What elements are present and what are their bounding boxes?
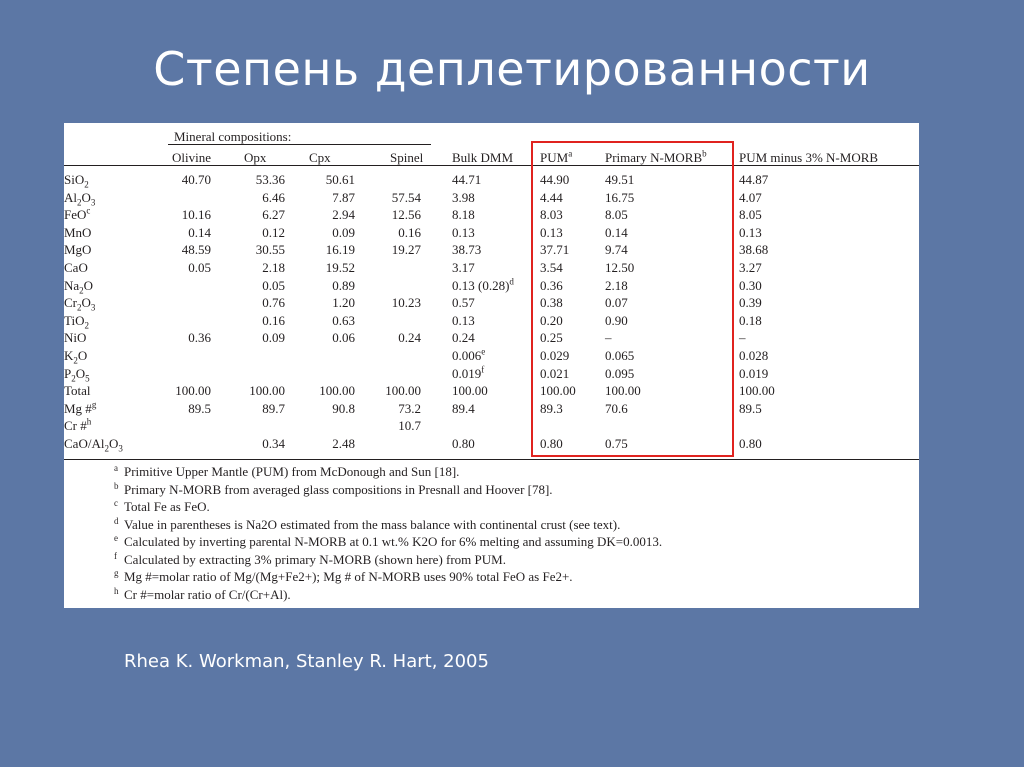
table-cell: 89.7 xyxy=(262,401,285,416)
row-label: $Na_2O$ xyxy=(64,278,94,296)
pum-nmorb-highlight-box xyxy=(531,141,734,457)
column-header: Spinel xyxy=(390,150,424,165)
table-cell: 4.07 xyxy=(739,190,762,205)
table-cell: 9.74 xyxy=(605,242,628,257)
table-cell: 37.71 xyxy=(540,242,570,257)
footnote-mark: c xyxy=(114,498,118,508)
row-label: $K_2O$ xyxy=(64,348,88,366)
row-label: CaO xyxy=(64,260,88,275)
table-cell: 2.94 xyxy=(332,207,355,222)
table-cell: 0.76 xyxy=(262,295,285,310)
row-label: TiO$_2$ xyxy=(64,313,89,331)
table-cell: 0.006e xyxy=(452,346,486,363)
composition-table xyxy=(64,123,919,608)
table-cell: 0.80 xyxy=(452,436,475,451)
table-cell: 3.27 xyxy=(739,260,762,275)
table-cell: 53.36 xyxy=(255,172,285,187)
footnote-mark: f xyxy=(114,551,117,561)
table-cell: 73.2 xyxy=(398,401,421,416)
table-cell: 0.13 xyxy=(452,225,475,240)
table-cell: 8.18 xyxy=(452,207,475,222)
table-cell: 0.05 xyxy=(188,260,211,275)
table-cell: 0.89 xyxy=(332,278,355,293)
column-header: Bulk DMM xyxy=(452,150,514,165)
table-cell: 50.61 xyxy=(325,172,355,187)
table-cell: 0.095 xyxy=(605,366,635,381)
table-cell: 44.71 xyxy=(452,172,482,187)
table-cell: 0.07 xyxy=(605,295,628,310)
header-bottom-rule xyxy=(64,165,919,166)
row-label: MgO xyxy=(64,242,92,257)
footnote-text: Mg #=molar ratio of Mg/(Mg+Fe2+); Mg # of N-MORB uses 90% total FeO as Fe2+. xyxy=(124,569,573,584)
table-cell: 4.44 xyxy=(540,190,563,205)
table-cell: 0.13 xyxy=(739,225,762,240)
row-label: MnO xyxy=(64,225,92,240)
footnote xyxy=(114,568,573,584)
table-cell: 0.20 xyxy=(540,313,563,328)
footnote-mark: d xyxy=(114,516,119,526)
table-cell: 3.54 xyxy=(540,260,563,275)
column-header: PUM minus 3% N-MORB xyxy=(739,150,879,165)
table-cell: 89.4 xyxy=(452,401,475,416)
table-cell: 38.68 xyxy=(739,242,769,257)
row-label: CaO/$Al_2O_3$ xyxy=(64,436,123,454)
table-cell: 2.18 xyxy=(262,260,285,275)
table-cell: 89.3 xyxy=(540,401,563,416)
footnote xyxy=(114,463,460,479)
footnote xyxy=(114,498,210,514)
footnote-text: Calculated by extracting 3% primary N-MORB (shown here) from PUM. xyxy=(124,552,506,567)
table-cell: – xyxy=(605,330,612,345)
table-cell: 0.75 xyxy=(605,436,628,451)
row-label: $Cr_2O_3$ xyxy=(64,295,96,313)
table-cell: 100.00 xyxy=(452,383,488,398)
table-cell: 100.00 xyxy=(605,383,641,398)
table-cell: 2.18 xyxy=(605,278,628,293)
table-cell: 0.36 xyxy=(540,278,563,293)
table-cell: 0.18 xyxy=(739,313,762,328)
table-cell: 0.24 xyxy=(398,330,421,345)
table-cell: 0.065 xyxy=(605,348,635,363)
table-cell: 7.87 xyxy=(332,190,355,205)
table-cell: 57.54 xyxy=(391,190,421,205)
footnote-text: Primitive Upper Mantle (PUM) from McDonough and Sun [18]. xyxy=(124,464,460,479)
table-cell: 10.7 xyxy=(398,418,421,433)
row-label: SiO$_2$ xyxy=(64,172,89,190)
mineral-compositions-header: Mineral compositions: xyxy=(174,129,292,144)
table-cell: 10.16 xyxy=(181,207,211,222)
table-cell: – xyxy=(739,330,746,345)
row-label: Mg #$^g$ xyxy=(64,399,97,416)
mineral-header-rule xyxy=(168,144,431,145)
table-cell: 1.20 xyxy=(332,295,355,310)
table-cell: 100.00 xyxy=(540,383,576,398)
column-header: PUM$^a$ xyxy=(540,148,573,165)
table-cell: 0.14 xyxy=(605,225,628,240)
row-label: $P_2O_5$ xyxy=(64,366,90,384)
table-cell: 0.028 xyxy=(739,348,769,363)
footnote-mark: h xyxy=(114,586,119,596)
table-cell: 0.38 xyxy=(540,295,563,310)
table-cell: 0.13 xyxy=(452,313,475,328)
table-cell: 16.19 xyxy=(325,242,355,257)
table-bottom-rule xyxy=(64,459,919,460)
table-panel xyxy=(64,123,919,608)
footnote xyxy=(114,586,291,602)
slide-title: Степень деплетированности xyxy=(153,42,871,96)
table-cell: 0.36 xyxy=(188,330,211,345)
table-cell: 0.09 xyxy=(262,330,285,345)
table-cell: 0.24 xyxy=(452,330,475,345)
column-header: Olivine xyxy=(172,150,211,165)
author-credit: Rhea K. Workman, Stanley R. Hart, 2005 xyxy=(124,651,489,672)
column-header: Primary N-MORB$^b$ xyxy=(605,148,707,165)
table-cell: 6.46 xyxy=(262,190,285,205)
footnote-mark: g xyxy=(114,568,119,578)
footnote-mark: b xyxy=(114,481,119,491)
column-header: Opx xyxy=(244,150,267,165)
row-label: FeO$^c$ xyxy=(64,205,91,222)
table-cell: 100.00 xyxy=(249,383,285,398)
footnote-text: Value in parentheses is Na2O estimated from the mass balance with continental crust (see text). xyxy=(124,517,621,532)
table-cell: 8.05 xyxy=(739,207,762,222)
table-cell: 100.00 xyxy=(385,383,421,398)
table-cell: 100.00 xyxy=(739,383,775,398)
table-cell: 30.55 xyxy=(255,242,285,257)
table-cell: 0.09 xyxy=(332,225,355,240)
table-cell: 40.70 xyxy=(181,172,211,187)
table-cell: 3.98 xyxy=(452,190,475,205)
table-cell: 0.57 xyxy=(452,295,475,310)
table-cell: 0.80 xyxy=(540,436,563,451)
table-cell: 0.80 xyxy=(739,436,762,451)
footnote xyxy=(114,516,621,532)
table-cell: 0.63 xyxy=(332,313,355,328)
footnote-text: Cr #=molar ratio of Cr/(Cr+Al). xyxy=(124,587,291,602)
table-cell: 0.12 xyxy=(262,225,285,240)
footnote xyxy=(114,481,553,497)
table-cell: 0.029 xyxy=(540,348,570,363)
table-cell: 0.019$^f$ xyxy=(452,364,485,381)
footnote-text: Primary N-MORB from averaged glass compositions in Presnall and Hoover [78]. xyxy=(124,482,553,497)
table-cell: 0.14 xyxy=(188,225,211,240)
table-cell: 48.59 xyxy=(181,242,211,257)
table-cell: 19.52 xyxy=(325,260,355,275)
table-cell: 89.5 xyxy=(188,401,211,416)
table-cell: 0.019 xyxy=(739,366,769,381)
table-cell: 12.56 xyxy=(391,207,421,222)
row-label: NiO xyxy=(64,330,87,345)
footnote-mark: a xyxy=(114,463,118,473)
table-cell: 8.03 xyxy=(540,207,563,222)
table-cell: 100.00 xyxy=(175,383,211,398)
footnote xyxy=(114,551,506,567)
table-cell: 0.06 xyxy=(332,330,355,345)
footnote xyxy=(114,533,663,549)
table-cell: 0.16 xyxy=(262,313,285,328)
table-cell: 49.51 xyxy=(605,172,635,187)
table-cell: 10.23 xyxy=(391,295,421,310)
footnote-text: Total Fe as FeO. xyxy=(124,499,210,514)
table-cell: 0.13 $(0.28)^d$ xyxy=(452,276,514,293)
table-cell: 0.34 xyxy=(262,436,285,451)
table-cell: 0.05 xyxy=(262,278,285,293)
row-label: $Al_2O_3$ xyxy=(64,190,96,208)
table-cell: 89.5 xyxy=(739,401,762,416)
footnote-text: Calculated by inverting parental N-MORB at 0.1 wt.% K2O for 6% melting and assuming DK=0.0013. xyxy=(124,534,663,549)
table-cell: 38.73 xyxy=(452,242,482,257)
column-header: Cpx xyxy=(309,150,331,165)
table-cell: 44.90 xyxy=(540,172,570,187)
table-cell: 0.25 xyxy=(540,330,563,345)
table-cell: 3.17 xyxy=(452,260,475,275)
row-label: Cr #$^h$ xyxy=(64,416,92,433)
row-label: Total xyxy=(64,383,91,398)
table-cell: 16.75 xyxy=(605,190,635,205)
table-cell: 0.16 xyxy=(398,225,421,240)
table-cell: 0.90 xyxy=(605,313,628,328)
table-cell: 100.00 xyxy=(319,383,355,398)
table-cell: 12.50 xyxy=(605,260,635,275)
table-cell: 90.8 xyxy=(332,401,355,416)
table-cell: 0.30 xyxy=(739,278,762,293)
table-cell: 8.05 xyxy=(605,207,628,222)
footnote-mark: e xyxy=(114,533,118,543)
table-cell: 44.87 xyxy=(739,172,769,187)
table-cell: 0.39 xyxy=(739,295,762,310)
table-cell: 70.6 xyxy=(605,401,628,416)
table-cell: 0.021 xyxy=(540,366,570,381)
table-cell: 6.27 xyxy=(262,207,285,222)
table-cell: 2.48 xyxy=(332,436,355,451)
table-cell: 0.13 xyxy=(540,225,563,240)
table-cell: 19.27 xyxy=(391,242,421,257)
